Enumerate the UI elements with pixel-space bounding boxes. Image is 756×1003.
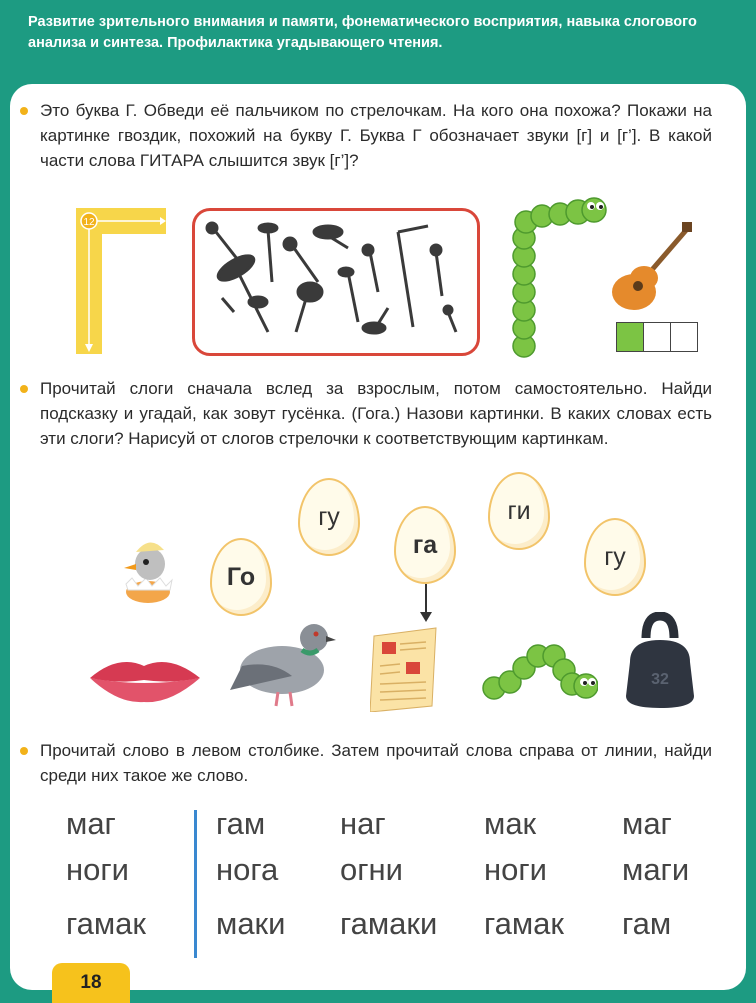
task-3 [40, 738, 712, 788]
bullet-icon [20, 747, 28, 755]
letter-g-tracing [76, 208, 168, 356]
word-choice: гам [216, 806, 266, 841]
task-2-text: Прочитай слоги сначала вслед за взрослым, потом самостоятельно. Найди подсказку и угадай, как зовут гусёнка. (Гога.) Назови картинки. В каких словах есть эти слоги? Нарисуй от слогов стрелочки к соответствующим картинкам. [40, 379, 712, 448]
word-choice: маги [622, 852, 690, 887]
guitar-icon [608, 222, 694, 314]
word-choice: гамак [484, 906, 564, 941]
newspaper-icon [370, 626, 440, 712]
word-choice: ноги [484, 852, 547, 887]
sound-scheme-cell [643, 322, 671, 352]
task-1 [40, 98, 712, 173]
syllable-text: ги [507, 496, 531, 525]
lips-icon [88, 654, 202, 704]
bullet-icon [20, 385, 28, 393]
syllable-text: Го [226, 562, 256, 591]
syllable-text: га [412, 530, 438, 559]
caterpillar-icon [482, 626, 598, 706]
syllable-text: гу [604, 542, 626, 571]
sound-scheme-cell [670, 322, 698, 352]
word-choice: наг [340, 806, 386, 841]
syllable-text: гу [318, 502, 340, 531]
page-number: 18 [52, 963, 130, 1003]
pigeon-icon [222, 610, 336, 708]
page-header: Развитие зрительного внимания и памяти, фонематического восприятия, навыка слогового анализа и синтеза. Профилактика угадывающего чтения. [28, 14, 697, 51]
left-column-word: гамак [66, 906, 146, 941]
bullet-icon [20, 107, 28, 115]
nails-icon [198, 212, 470, 348]
sound-scheme-cell [616, 322, 644, 352]
task-3-text: Прочитай слово в левом столбике. Затем прочитай слова справа от линии, найди среди них такое же слово. [40, 741, 712, 785]
task-1-text: Это буква Г. Обведи её пальчиком по стрелочкам. На кого она похожа? Покажи на картинке гвоздик, похожий на букву Г. Буква Г обозначает звуки [г] и [г’]. В какой части слова ГИТАРА слышится звук [г’]? [40, 101, 712, 170]
weight-label: 32 [651, 671, 669, 688]
task-2 [40, 376, 712, 451]
left-column-word: ноги [66, 852, 129, 887]
column-divider [194, 810, 197, 958]
word-choice: маки [216, 906, 286, 941]
word-choice: огни [340, 852, 403, 887]
word-choice: нога [216, 852, 279, 887]
letter-badge-number: 12 [83, 217, 95, 228]
weight-icon [620, 612, 700, 710]
word-choice: маг [622, 806, 672, 841]
word-choice: мак [484, 806, 537, 841]
arrow-icon [418, 584, 434, 624]
left-column-word: маг [66, 806, 116, 841]
gosling-icon [118, 534, 180, 604]
word-choice: гамаки [340, 906, 438, 941]
word-choice: гам [622, 906, 672, 941]
caterpillar-letter-icon [508, 196, 608, 358]
